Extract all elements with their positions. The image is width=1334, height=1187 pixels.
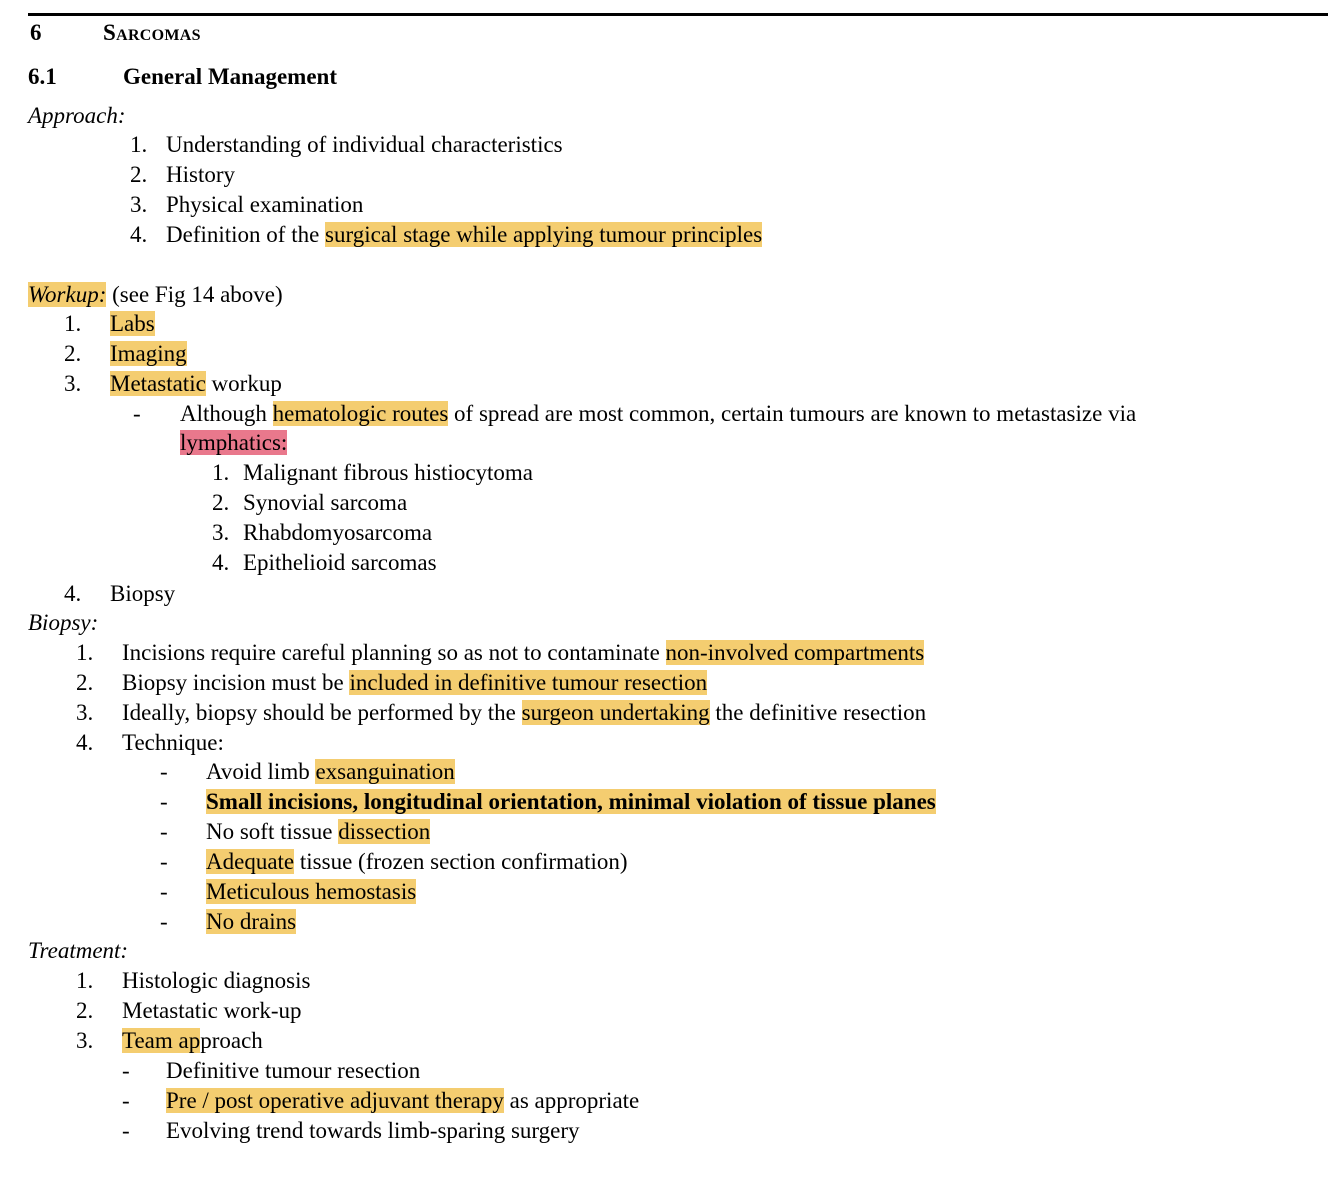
highlight: Metastatic [110, 371, 206, 396]
bullet-dash: - [160, 909, 168, 934]
workup-figure-ref: (see Fig 14 above) [106, 282, 283, 307]
treatment-item-text [122, 1026, 263, 1056]
biopsy-item-number: 1. [76, 640, 94, 665]
approach-item-text: History [166, 162, 235, 187]
bullet-dash: - [122, 1088, 130, 1113]
bullet-dash: - [160, 789, 168, 814]
text-segment: proach [200, 1028, 263, 1053]
workup-item-text [110, 309, 155, 339]
bullet-dash: - [122, 1118, 130, 1143]
treatment-label: Treatment: [28, 938, 129, 963]
workup-item-number: 1. [64, 311, 82, 336]
highlight: non-involved compartments [665, 640, 925, 665]
technique-item [206, 907, 296, 937]
approach-item-number: 2. [130, 162, 148, 187]
approach-item-number: 4. [130, 222, 148, 247]
team-subitem [166, 1086, 639, 1116]
tumour-name: Malignant fibrous histiocytoma [243, 460, 534, 485]
tumour-name: Epithelioid sarcomas [243, 550, 437, 575]
text-segment: tissue (frozen section confirmation) [294, 849, 628, 874]
chapter-title: Sarcomas [103, 20, 201, 45]
highlight: Pre / post operative adjuvant therapy [166, 1088, 504, 1113]
tumour-name: Rhabdomyosarcoma [243, 520, 433, 545]
workup-item-text: Biopsy [110, 581, 176, 606]
highlight: surgical stage while applying tumour principles [325, 222, 763, 247]
bullet-dash: - [122, 1058, 130, 1083]
bullet-dash: - [160, 819, 168, 844]
text-segment: Although [180, 401, 273, 426]
highlight: No drains [206, 909, 297, 934]
highlight: Small incisions, longitudinal orientation, minimal violation of tissue planes [206, 789, 936, 814]
text-segment: as appropriate [503, 1088, 640, 1113]
bullet-dash: - [160, 759, 168, 784]
workup-heading [28, 280, 283, 310]
workup-note-line1 [180, 399, 1136, 429]
treatment-item-number: 3. [76, 1028, 94, 1053]
highlight: Labs [110, 311, 155, 336]
section-title: General Management [123, 64, 337, 89]
highlight: Meticulous hemostasis [206, 879, 417, 904]
biopsy-item-text [122, 668, 707, 698]
workup-label: Workup: [28, 282, 107, 307]
tumour-number: 4. [212, 550, 230, 575]
technique-item [206, 847, 628, 877]
text-segment: workup [205, 371, 282, 396]
text-segment: Incisions require careful planning so as not to contaminate [122, 640, 666, 665]
biopsy-item-text: Technique: [122, 730, 224, 755]
text-segment: the definitive resection [709, 700, 927, 725]
highlight: dissection [338, 819, 431, 844]
text-segment: Biopsy incision must be [122, 670, 350, 695]
biopsy-item-number: 3. [76, 700, 94, 725]
biopsy-item-number: 4. [76, 730, 94, 755]
text-segment: of spread are most common, certain tumours are known to metastasize via [448, 401, 1137, 426]
tumour-number: 2. [212, 490, 230, 515]
text-segment: Definition of the [166, 222, 326, 247]
approach-item-text: Physical examination [166, 192, 364, 217]
treatment-item-text: Histologic diagnosis [122, 968, 311, 993]
highlight: Adequate [206, 849, 295, 874]
tumour-number: 1. [212, 460, 230, 485]
highlight: Team ap [122, 1028, 201, 1053]
biopsy-item-number: 2. [76, 670, 94, 695]
highlight: Imaging [110, 341, 187, 366]
highlight: included in definitive tumour resection [349, 670, 708, 695]
text-segment: Ideally, biopsy should be performed by the [122, 700, 522, 725]
treatment-item-number: 1. [76, 968, 94, 993]
chapter-number: 6 [30, 20, 42, 45]
biopsy-item-text [122, 638, 924, 668]
approach-item-text [166, 220, 762, 250]
top-rule [28, 13, 1328, 16]
treatment-item-text: Metastatic work-up [122, 998, 302, 1023]
technique-item [206, 817, 430, 847]
bullet-dash: - [160, 879, 168, 904]
approach-item-number: 1. [130, 132, 148, 157]
approach-item-number: 3. [130, 192, 148, 217]
technique-item [206, 757, 455, 787]
workup-item-text [110, 339, 187, 369]
text-segment: Avoid limb [206, 759, 316, 784]
workup-item-text [110, 369, 282, 399]
highlight: exsanguination [315, 759, 455, 784]
approach-label: Approach: [28, 103, 126, 128]
workup-item-number: 4. [64, 581, 82, 606]
workup-item-number: 3. [64, 371, 82, 396]
tumour-name: Synovial sarcoma [243, 490, 408, 515]
workup-item-number: 2. [64, 341, 82, 366]
highlight: surgeon undertaking [521, 700, 710, 725]
workup-note-line2 [180, 428, 287, 458]
bullet-dash: - [133, 401, 141, 426]
biopsy-label: Biopsy: [28, 610, 99, 635]
team-subitem: Evolving trend towards limb-sparing surgery [166, 1118, 580, 1143]
technique-item [206, 877, 416, 907]
treatment-item-number: 2. [76, 998, 94, 1023]
section-number: 6.1 [28, 64, 57, 89]
highlight: hematologic routes [272, 401, 449, 426]
bullet-dash: - [160, 849, 168, 874]
approach-item-text: Understanding of individual characteristics [166, 132, 563, 157]
biopsy-item-text [122, 698, 926, 728]
tumour-number: 3. [212, 520, 230, 545]
text-segment: No soft tissue [206, 819, 339, 844]
team-subitem: Definitive tumour resection [166, 1058, 421, 1083]
technique-item [206, 787, 936, 817]
highlight-red: lymphatics: [180, 430, 288, 455]
